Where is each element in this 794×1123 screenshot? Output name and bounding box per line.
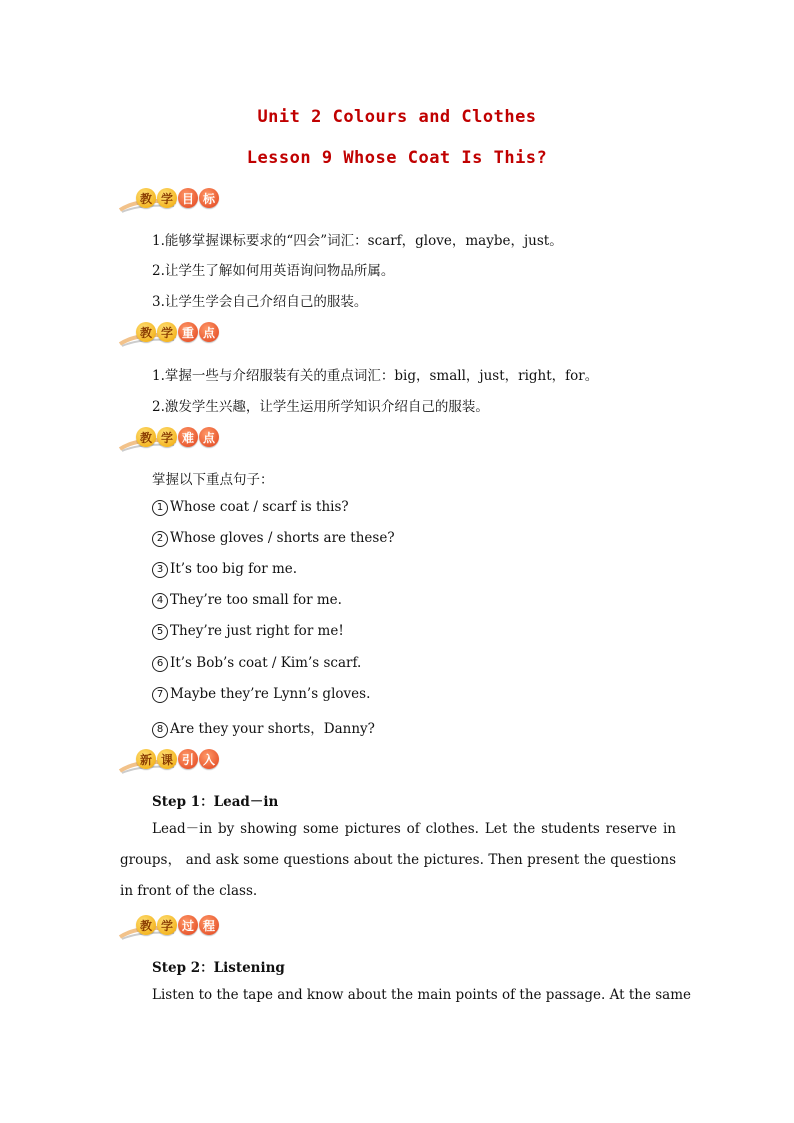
number-badge: 6 [152, 656, 168, 672]
section-header-keypoints [118, 320, 238, 350]
section-header-difficulties [118, 425, 238, 455]
badge-char: 程 [199, 915, 219, 935]
unit-title: Unit 2 Colours and Clothes [257, 107, 537, 127]
badge-char: 点 [199, 427, 219, 447]
goal-item: 1.能够掌握课标要求的“四会”词汇：scarf，glove，maybe，just。 [152, 233, 563, 249]
badge-char: 点 [199, 322, 219, 342]
badge-char: 引 [178, 749, 198, 769]
badge-char: 难 [178, 427, 198, 447]
sentence-item [152, 561, 297, 578]
sentence-text: Whose gloves / shorts are these? [170, 530, 395, 546]
badge-char: 教 [136, 188, 156, 208]
difficulties-intro: 掌握以下重点句子： [152, 472, 274, 488]
badge-char: 学 [157, 427, 177, 447]
goal-item: 2.让学生了解如何用英语询问物品所属。 [152, 263, 395, 279]
sentence-text: Whose coat / scarf is this? [170, 499, 349, 515]
step2-title: Step 2：Listening [152, 960, 285, 976]
sentence-item [152, 717, 375, 738]
section-header-goals [118, 186, 238, 216]
sentence-text: They’re too small for me. [170, 592, 342, 608]
sentence-text: Are they your shorts，Danny? [170, 721, 375, 737]
step1-text-rest: and ask some questions about the pictures. Then present the questions in front of the class. [120, 852, 676, 899]
step1-text-first: Lead－in by showing some pictures of clothes. Let the students reserve in groups， [120, 821, 676, 868]
badge-char: 学 [157, 188, 177, 208]
sentence-text: Maybe they’re Lynn’s gloves. [170, 686, 371, 702]
sentence-item [152, 623, 344, 640]
badge-char: 重 [178, 322, 198, 342]
badge-char: 目 [178, 188, 198, 208]
badge-char: 标 [199, 188, 219, 208]
number-badge: 4 [152, 593, 168, 609]
sentence-item [152, 592, 342, 609]
number-badge: 8 [152, 722, 168, 738]
sentence-item [152, 530, 395, 547]
section-header-process [118, 913, 238, 943]
lesson-title: Lesson 9 Whose Coat Is This? [246, 148, 548, 168]
number-badge: 7 [152, 687, 168, 703]
badge-char: 教 [136, 427, 156, 447]
sentence-item [152, 655, 361, 672]
sentence-text: It’s too big for me. [170, 561, 298, 577]
keypoint-item: 2.激发学生兴趣，让学生运用所学知识介绍自己的服装。 [152, 399, 489, 415]
number-badge: 1 [152, 500, 168, 516]
number-badge: 3 [152, 562, 168, 578]
sentence-text: They’re just right for me! [170, 623, 344, 639]
sentence-item [152, 686, 370, 703]
step2-text: Listen to the tape and know about the main points of the passage. At the same [152, 987, 692, 1003]
goal-item: 3.让学生学会自己介绍自己的服装。 [152, 294, 368, 310]
badge-char: 入 [199, 749, 219, 769]
sentence-item [152, 499, 349, 516]
step1-title: Step 1：Lead－in [152, 794, 279, 810]
badge-char: 学 [157, 322, 177, 342]
badge-char: 新 [136, 749, 156, 769]
number-badge: 2 [152, 531, 168, 547]
keypoint-item: 1.掌握一些与介绍服装有关的重点词汇：big，small，just，right，for。 [152, 368, 599, 384]
sentence-text: It’s Bob’s coat / Kim’s scarf. [170, 655, 362, 671]
badge-char: 过 [178, 915, 198, 935]
section-header-intro [118, 747, 238, 777]
badge-char: 课 [157, 749, 177, 769]
badge-char: 学 [157, 915, 177, 935]
step1-paragraph [120, 814, 676, 907]
badge-char: 教 [136, 915, 156, 935]
badge-char: 教 [136, 322, 156, 342]
number-badge: 5 [152, 624, 168, 640]
